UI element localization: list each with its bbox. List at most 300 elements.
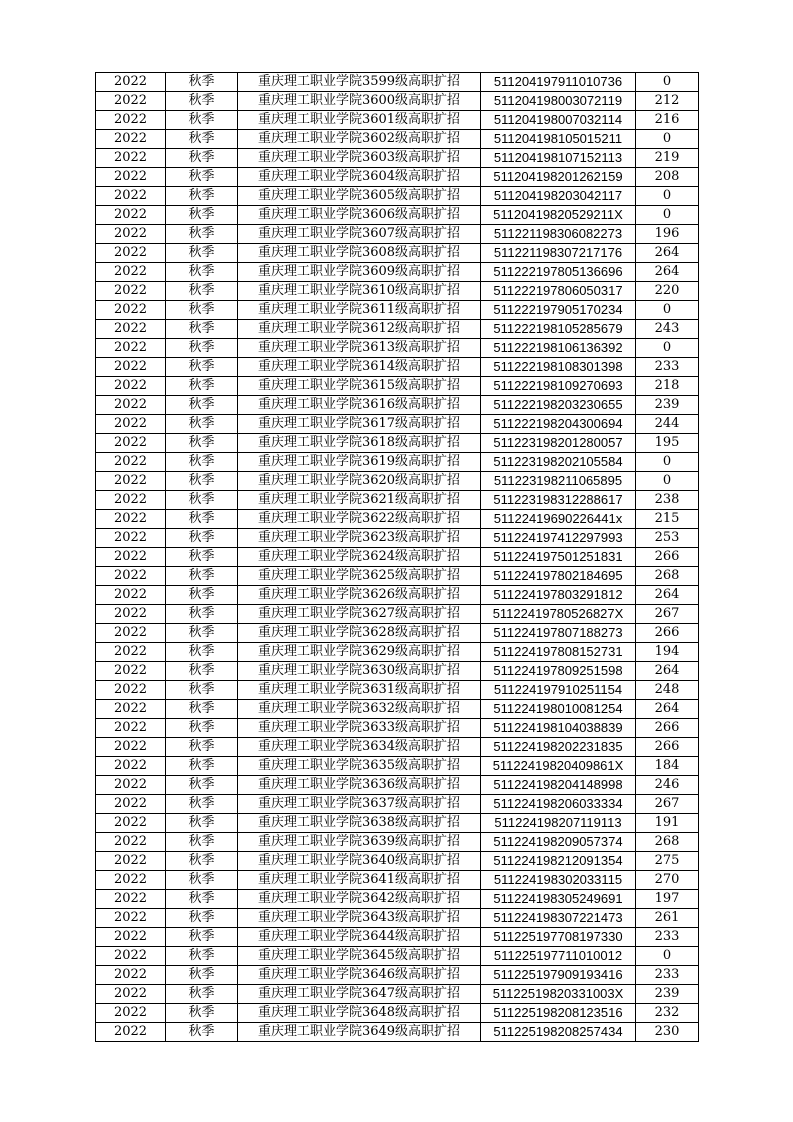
score-cell: 261 [636,909,699,928]
batch-cell: 重庆理工职业学院3637级高职扩招 [238,795,481,814]
table-row [96,73,699,92]
id-number-cell: 511222197905170234 [481,301,636,320]
season-cell: 秋季 [166,472,238,491]
score-cell: 239 [636,396,699,415]
season-cell: 秋季 [166,776,238,795]
batch-cell: 重庆理工职业学院3602级高职扩招 [238,130,481,149]
batch-cell: 重庆理工职业学院3636级高职扩招 [238,776,481,795]
id-number-cell: 511222198108301398 [481,358,636,377]
table-row [96,187,699,206]
id-number-cell: 511224198209057374 [481,833,636,852]
score-cell: 233 [636,358,699,377]
season-cell: 秋季 [166,491,238,510]
score-cell: 191 [636,814,699,833]
records-table-body [96,73,699,1042]
batch-cell: 重庆理工职业学院3631级高职扩招 [238,681,481,700]
year-cell: 2022 [96,339,166,358]
table-row [96,282,699,301]
table-row [96,985,699,1004]
season-cell: 秋季 [166,852,238,871]
season-cell: 秋季 [166,605,238,624]
year-cell: 2022 [96,168,166,187]
batch-cell: 重庆理工职业学院3600级高职扩招 [238,92,481,111]
id-number-cell: 511224198204148998 [481,776,636,795]
batch-cell: 重庆理工职业学院3617级高职扩招 [238,415,481,434]
table-row [96,700,699,719]
score-cell: 238 [636,491,699,510]
year-cell: 2022 [96,548,166,567]
season-cell: 秋季 [166,282,238,301]
table-row [96,377,699,396]
year-cell: 2022 [96,187,166,206]
batch-cell: 重庆理工职业学院3612级高职扩招 [238,320,481,339]
year-cell: 2022 [96,358,166,377]
table-row [96,415,699,434]
table-row [96,206,699,225]
id-number-cell: 51120419820529211X [481,206,636,225]
score-cell: 219 [636,149,699,168]
season-cell: 秋季 [166,187,238,206]
table-row [96,529,699,548]
score-cell: 195 [636,434,699,453]
season-cell: 秋季 [166,814,238,833]
score-cell: 266 [636,719,699,738]
year-cell: 2022 [96,909,166,928]
year-cell: 2022 [96,320,166,339]
table-row [96,928,699,947]
table-row [96,225,699,244]
season-cell: 秋季 [166,985,238,1004]
id-number-cell: 511221198307217176 [481,244,636,263]
score-cell: 0 [636,947,699,966]
id-number-cell: 511204198107152113 [481,149,636,168]
id-number-cell: 511225197708197330 [481,928,636,947]
year-cell: 2022 [96,624,166,643]
score-cell: 0 [636,73,699,92]
season-cell: 秋季 [166,662,238,681]
records-table [95,72,699,1042]
batch-cell: 重庆理工职业学院3644级高职扩招 [238,928,481,947]
batch-cell: 重庆理工职业学院3606级高职扩招 [238,206,481,225]
score-cell: 0 [636,301,699,320]
score-cell: 0 [636,130,699,149]
table-row [96,491,699,510]
id-number-cell: 511204198007032114 [481,111,636,130]
year-cell: 2022 [96,947,166,966]
id-number-cell: 51122419820409861X [481,757,636,776]
id-number-cell: 511225197909193416 [481,966,636,985]
table-row [96,1004,699,1023]
year-cell: 2022 [96,1023,166,1042]
year-cell: 2022 [96,966,166,985]
id-number-cell: 511223198211065895 [481,472,636,491]
batch-cell: 重庆理工职业学院3603级高职扩招 [238,149,481,168]
year-cell: 2022 [96,453,166,472]
table-row [96,263,699,282]
year-cell: 2022 [96,833,166,852]
year-cell: 2022 [96,282,166,301]
id-number-cell: 511222198106136392 [481,339,636,358]
season-cell: 秋季 [166,928,238,947]
id-number-cell: 511225198208123516 [481,1004,636,1023]
batch-cell: 重庆理工职业学院3635级高职扩招 [238,757,481,776]
season-cell: 秋季 [166,111,238,130]
season-cell: 秋季 [166,1023,238,1042]
batch-cell: 重庆理工职业学院3642级高职扩招 [238,890,481,909]
score-cell: 0 [636,187,699,206]
table-row [96,301,699,320]
season-cell: 秋季 [166,434,238,453]
id-number-cell: 511224198207119113 [481,814,636,833]
batch-cell: 重庆理工职业学院3610级高职扩招 [238,282,481,301]
score-cell: 253 [636,529,699,548]
score-cell: 275 [636,852,699,871]
batch-cell: 重庆理工职业学院3615级高职扩招 [238,377,481,396]
id-number-cell: 511224198202231835 [481,738,636,757]
score-cell: 0 [636,472,699,491]
year-cell: 2022 [96,738,166,757]
score-cell: 216 [636,111,699,130]
id-number-cell: 511204198201262159 [481,168,636,187]
id-number-cell: 511222198105285679 [481,320,636,339]
year-cell: 2022 [96,643,166,662]
score-cell: 264 [636,662,699,681]
batch-cell: 重庆理工职业学院3611级高职扩招 [238,301,481,320]
season-cell: 秋季 [166,453,238,472]
table-row [96,643,699,662]
id-number-cell: 511224197808152731 [481,643,636,662]
id-number-cell: 511224197807188273 [481,624,636,643]
id-number-cell: 511224198206033334 [481,795,636,814]
table-row [96,890,699,909]
score-cell: 267 [636,605,699,624]
table-row [96,738,699,757]
season-cell: 秋季 [166,396,238,415]
batch-cell: 重庆理工职业学院3630级高职扩招 [238,662,481,681]
season-cell: 秋季 [166,206,238,225]
score-cell: 196 [636,225,699,244]
batch-cell: 重庆理工职业学院3633级高职扩招 [238,719,481,738]
table-row [96,453,699,472]
table-row [96,681,699,700]
year-cell: 2022 [96,111,166,130]
table-row [96,149,699,168]
season-cell: 秋季 [166,358,238,377]
score-cell: 264 [636,263,699,282]
id-number-cell: 511225197711010012 [481,947,636,966]
season-cell: 秋季 [166,510,238,529]
score-cell: 212 [636,92,699,111]
year-cell: 2022 [96,149,166,168]
batch-cell: 重庆理工职业学院3599级高职扩招 [238,73,481,92]
season-cell: 秋季 [166,1004,238,1023]
year-cell: 2022 [96,795,166,814]
batch-cell: 重庆理工职业学院3628级高职扩招 [238,624,481,643]
id-number-cell: 511223198201280057 [481,434,636,453]
table-row [96,320,699,339]
season-cell: 秋季 [166,890,238,909]
table-row [96,795,699,814]
id-number-cell: 511224198307221473 [481,909,636,928]
season-cell: 秋季 [166,149,238,168]
batch-cell: 重庆理工职业学院3604级高职扩招 [238,168,481,187]
season-cell: 秋季 [166,263,238,282]
score-cell: 267 [636,795,699,814]
year-cell: 2022 [96,529,166,548]
season-cell: 秋季 [166,795,238,814]
batch-cell: 重庆理工职业学院3621级高职扩招 [238,491,481,510]
season-cell: 秋季 [166,339,238,358]
score-cell: 233 [636,928,699,947]
season-cell: 秋季 [166,947,238,966]
batch-cell: 重庆理工职业学院3620级高职扩招 [238,472,481,491]
id-number-cell: 511222198204300694 [481,415,636,434]
batch-cell: 重庆理工职业学院3622级高职扩招 [238,510,481,529]
batch-cell: 重庆理工职业学院3624级高职扩招 [238,548,481,567]
season-cell: 秋季 [166,244,238,263]
year-cell: 2022 [96,73,166,92]
id-number-cell: 51122419780526827X [481,605,636,624]
score-cell: 218 [636,377,699,396]
batch-cell: 重庆理工职业学院3640级高职扩招 [238,852,481,871]
id-number-cell: 511204198003072119 [481,92,636,111]
batch-cell: 重庆理工职业学院3626级高职扩招 [238,586,481,605]
table-row [96,833,699,852]
year-cell: 2022 [96,757,166,776]
id-number-cell: 511221198306082273 [481,225,636,244]
table-row [96,92,699,111]
batch-cell: 重庆理工职业学院3601级高职扩招 [238,111,481,130]
id-number-cell: 511224197809251598 [481,662,636,681]
score-cell: 184 [636,757,699,776]
year-cell: 2022 [96,700,166,719]
year-cell: 2022 [96,586,166,605]
table-row [96,168,699,187]
table-row [96,776,699,795]
id-number-cell: 511223198202105584 [481,453,636,472]
season-cell: 秋季 [166,168,238,187]
score-cell: 266 [636,624,699,643]
score-cell: 268 [636,833,699,852]
table-row [96,624,699,643]
table-row [96,852,699,871]
batch-cell: 重庆理工职业学院3619级高职扩招 [238,453,481,472]
batch-cell: 重庆理工职业学院3629级高职扩招 [238,643,481,662]
id-number-cell: 511224197501251831 [481,548,636,567]
year-cell: 2022 [96,263,166,282]
season-cell: 秋季 [166,757,238,776]
batch-cell: 重庆理工职业学院3613级高职扩招 [238,339,481,358]
id-number-cell: 511204198105015211 [481,130,636,149]
score-cell: 248 [636,681,699,700]
table-row [96,396,699,415]
batch-cell: 重庆理工职业学院3646级高职扩招 [238,966,481,985]
season-cell: 秋季 [166,966,238,985]
table-row [96,814,699,833]
batch-cell: 重庆理工职业学院3638级高职扩招 [238,814,481,833]
score-cell: 270 [636,871,699,890]
year-cell: 2022 [96,92,166,111]
batch-cell: 重庆理工职业学院3645级高职扩招 [238,947,481,966]
score-cell: 220 [636,282,699,301]
season-cell: 秋季 [166,700,238,719]
table-row [96,244,699,263]
year-cell: 2022 [96,928,166,947]
id-number-cell: 511223198312288617 [481,491,636,510]
year-cell: 2022 [96,1004,166,1023]
score-cell: 208 [636,168,699,187]
table-row [96,757,699,776]
table-row [96,358,699,377]
table-row [96,339,699,358]
batch-cell: 重庆理工职业学院3641级高职扩招 [238,871,481,890]
score-cell: 232 [636,1004,699,1023]
score-cell: 0 [636,206,699,225]
id-number-cell: 511204198203042117 [481,187,636,206]
year-cell: 2022 [96,776,166,795]
year-cell: 2022 [96,472,166,491]
table-row [96,947,699,966]
season-cell: 秋季 [166,377,238,396]
batch-cell: 重庆理工职业学院3639级高职扩招 [238,833,481,852]
table-row [96,1023,699,1042]
id-number-cell: 511224198302033115 [481,871,636,890]
table-row [96,567,699,586]
score-cell: 264 [636,700,699,719]
season-cell: 秋季 [166,529,238,548]
id-number-cell: 511222198109270693 [481,377,636,396]
year-cell: 2022 [96,871,166,890]
table-row [96,130,699,149]
score-cell: 266 [636,738,699,757]
table-row [96,605,699,624]
year-cell: 2022 [96,567,166,586]
score-cell: 246 [636,776,699,795]
score-cell: 264 [636,586,699,605]
score-cell: 233 [636,966,699,985]
score-cell: 0 [636,453,699,472]
season-cell: 秋季 [166,130,238,149]
id-number-cell: 511224198104038839 [481,719,636,738]
score-cell: 243 [636,320,699,339]
batch-cell: 重庆理工职业学院3618级高职扩招 [238,434,481,453]
season-cell: 秋季 [166,548,238,567]
year-cell: 2022 [96,130,166,149]
id-number-cell: 511224198212091354 [481,852,636,871]
season-cell: 秋季 [166,624,238,643]
id-number-cell: 51122419690226441x [481,510,636,529]
season-cell: 秋季 [166,719,238,738]
score-cell: 194 [636,643,699,662]
batch-cell: 重庆理工职业学院3607级高职扩招 [238,225,481,244]
year-cell: 2022 [96,719,166,738]
batch-cell: 重庆理工职业学院3605级高职扩招 [238,187,481,206]
season-cell: 秋季 [166,738,238,757]
year-cell: 2022 [96,301,166,320]
year-cell: 2022 [96,225,166,244]
season-cell: 秋季 [166,833,238,852]
year-cell: 2022 [96,415,166,434]
batch-cell: 重庆理工职业学院3647级高职扩招 [238,985,481,1004]
score-cell: 244 [636,415,699,434]
table-row [96,719,699,738]
id-number-cell: 511224197802184695 [481,567,636,586]
year-cell: 2022 [96,814,166,833]
year-cell: 2022 [96,890,166,909]
score-cell: 268 [636,567,699,586]
season-cell: 秋季 [166,320,238,339]
season-cell: 秋季 [166,92,238,111]
score-cell: 264 [636,244,699,263]
id-number-cell: 511224197412297993 [481,529,636,548]
season-cell: 秋季 [166,415,238,434]
season-cell: 秋季 [166,871,238,890]
id-number-cell: 511225198208257434 [481,1023,636,1042]
id-number-cell: 51122519820331003X [481,985,636,1004]
table-row [96,909,699,928]
season-cell: 秋季 [166,909,238,928]
table-row [96,434,699,453]
season-cell: 秋季 [166,643,238,662]
year-cell: 2022 [96,244,166,263]
id-number-cell: 511204197911010736 [481,73,636,92]
id-number-cell: 511222197806050317 [481,282,636,301]
score-cell: 239 [636,985,699,1004]
year-cell: 2022 [96,491,166,510]
batch-cell: 重庆理工职业学院3623级高职扩招 [238,529,481,548]
batch-cell: 重庆理工职业学院3608级高职扩招 [238,244,481,263]
year-cell: 2022 [96,852,166,871]
table-row [96,586,699,605]
year-cell: 2022 [96,206,166,225]
season-cell: 秋季 [166,586,238,605]
id-number-cell: 511222198203230655 [481,396,636,415]
table-row [96,472,699,491]
season-cell: 秋季 [166,567,238,586]
score-cell: 0 [636,339,699,358]
batch-cell: 重庆理工职业学院3614级高职扩招 [238,358,481,377]
year-cell: 2022 [96,434,166,453]
table-row [96,966,699,985]
season-cell: 秋季 [166,681,238,700]
batch-cell: 重庆理工职业学院3649级高职扩招 [238,1023,481,1042]
year-cell: 2022 [96,681,166,700]
table-row [96,871,699,890]
id-number-cell: 511224197910251154 [481,681,636,700]
season-cell: 秋季 [166,301,238,320]
table-row [96,662,699,681]
year-cell: 2022 [96,985,166,1004]
score-cell: 215 [636,510,699,529]
batch-cell: 重庆理工职业学院3625级高职扩招 [238,567,481,586]
score-cell: 230 [636,1023,699,1042]
score-cell: 197 [636,890,699,909]
id-number-cell: 511222197805136696 [481,263,636,282]
table-row [96,111,699,130]
score-cell: 266 [636,548,699,567]
batch-cell: 重庆理工职业学院3634级高职扩招 [238,738,481,757]
batch-cell: 重庆理工职业学院3616级高职扩招 [238,396,481,415]
id-number-cell: 511224197803291812 [481,586,636,605]
batch-cell: 重庆理工职业学院3648级高职扩招 [238,1004,481,1023]
season-cell: 秋季 [166,73,238,92]
year-cell: 2022 [96,662,166,681]
batch-cell: 重庆理工职业学院3632级高职扩招 [238,700,481,719]
id-number-cell: 511224198305249691 [481,890,636,909]
season-cell: 秋季 [166,225,238,244]
batch-cell: 重庆理工职业学院3643级高职扩招 [238,909,481,928]
batch-cell: 重庆理工职业学院3627级高职扩招 [238,605,481,624]
